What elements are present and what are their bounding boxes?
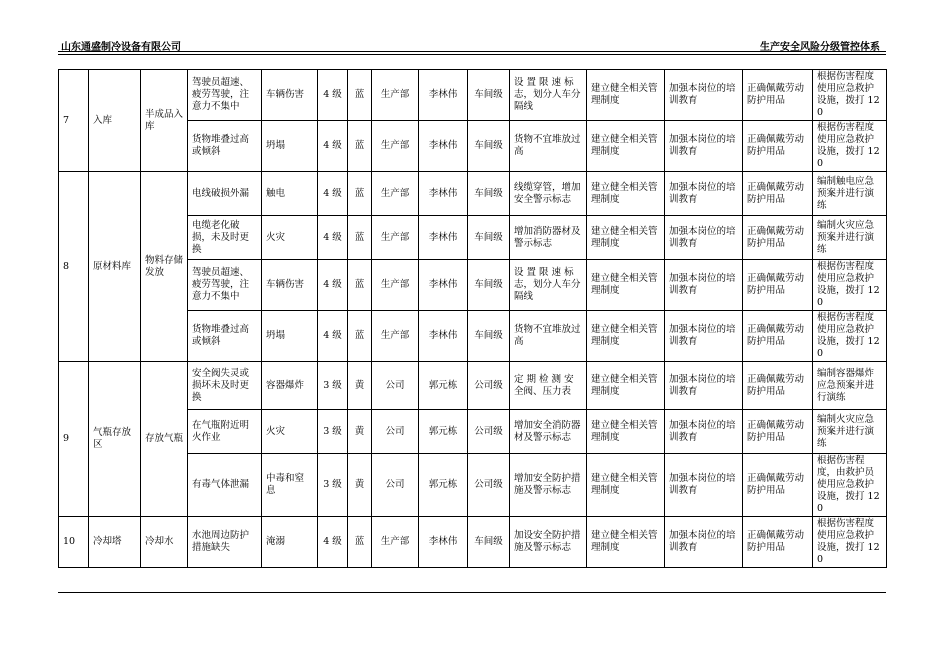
hazard-cell: 电缆老化破损，未及时更换 bbox=[188, 216, 262, 260]
responsible-person-cell: 李林伟 bbox=[419, 172, 468, 216]
training-measure-cell: 加强本岗位的培训教育 bbox=[665, 362, 743, 410]
responsible-person-cell: 郭元栋 bbox=[419, 410, 468, 454]
table-row bbox=[59, 517, 887, 568]
management-measure-cell: 建立健全相关管理制度 bbox=[587, 70, 665, 121]
engineering-measure-cell: 货物不宜堆放过高 bbox=[510, 121, 587, 172]
control-unit-cell: 公司 bbox=[372, 362, 419, 410]
row-number-cell: 8 bbox=[59, 172, 89, 362]
management-measure-cell: 建立健全相关管理制度 bbox=[587, 454, 665, 517]
control-grade-cell: 公司级 bbox=[468, 362, 510, 410]
engineering-measure-cell: 线缆穿管，增加安全警示标志 bbox=[510, 172, 587, 216]
risk-level-cell: 4 级 bbox=[318, 172, 348, 216]
activity-cell: 冷却水 bbox=[141, 517, 188, 568]
ppe-measure-cell: 正确佩戴劳动防护用品 bbox=[743, 70, 813, 121]
management-measure-cell: 建立健全相关管理制度 bbox=[587, 172, 665, 216]
management-measure-cell: 建立健全相关管理制度 bbox=[587, 216, 665, 260]
emergency-measure-cell: 编制触电应急预案并进行演练 bbox=[813, 172, 887, 216]
area-cell: 入库 bbox=[89, 70, 141, 172]
management-measure-cell: 建立健全相关管理制度 bbox=[587, 260, 665, 311]
table-row bbox=[59, 362, 887, 410]
engineering-measure-cell: 增加安全消防器材及警示标志 bbox=[510, 410, 587, 454]
emergency-measure-cell: 根据伤害程度使用应急救护设施，拨打 120 bbox=[813, 517, 887, 568]
control-grade-cell: 车间级 bbox=[468, 311, 510, 362]
row-number-cell: 7 bbox=[59, 70, 89, 172]
hazard-cell: 货物堆叠过高或倾斜 bbox=[188, 311, 262, 362]
risk-level-cell: 3 级 bbox=[318, 454, 348, 517]
emergency-measure-cell: 根据伤害程度使用应急救护设施，拨打 120 bbox=[813, 70, 887, 121]
control-unit-cell: 公司 bbox=[372, 410, 419, 454]
footer-divider bbox=[58, 592, 886, 593]
risk-color-cell: 蓝 bbox=[348, 216, 372, 260]
control-grade-cell: 车间级 bbox=[468, 121, 510, 172]
engineering-measure-cell: 加设安全防护措施及警示标志 bbox=[510, 517, 587, 568]
emergency-measure-cell: 编制容器爆炸应急预案并进行演练 bbox=[813, 362, 887, 410]
engineering-measure-cell: 货物不宜堆放过高 bbox=[510, 311, 587, 362]
risk-color-cell: 蓝 bbox=[348, 70, 372, 121]
accident-type-cell: 车辆伤害 bbox=[262, 260, 318, 311]
control-unit-cell: 生产部 bbox=[372, 70, 419, 121]
risk-level-cell: 3 级 bbox=[318, 362, 348, 410]
risk-color-cell: 黄 bbox=[348, 454, 372, 517]
responsible-person-cell: 郭元栋 bbox=[419, 362, 468, 410]
control-unit-cell: 生产部 bbox=[372, 517, 419, 568]
responsible-person-cell: 李林伟 bbox=[419, 121, 468, 172]
accident-type-cell: 火灾 bbox=[262, 216, 318, 260]
emergency-measure-cell: 编制火灾应急预案并进行演练 bbox=[813, 410, 887, 454]
emergency-measure-cell: 编制火灾应急预案并进行演练 bbox=[813, 216, 887, 260]
accident-type-cell: 火灾 bbox=[262, 410, 318, 454]
training-measure-cell: 加强本岗位的培训教育 bbox=[665, 70, 743, 121]
control-grade-cell: 车间级 bbox=[468, 216, 510, 260]
risk-color-cell: 黄 bbox=[348, 410, 372, 454]
activity-cell: 物料存储发放 bbox=[141, 172, 188, 362]
management-measure-cell: 建立健全相关管理制度 bbox=[587, 362, 665, 410]
accident-type-cell: 淹溺 bbox=[262, 517, 318, 568]
hazard-cell: 驾驶员超速、疲劳驾驶，注意力不集中 bbox=[188, 260, 262, 311]
risk-color-cell: 黄 bbox=[348, 362, 372, 410]
management-measure-cell: 建立健全相关管理制度 bbox=[587, 311, 665, 362]
emergency-measure-cell: 根据伤害程度使用应急救护设施，拨打 120 bbox=[813, 311, 887, 362]
accident-type-cell: 中毒和窒息 bbox=[262, 454, 318, 517]
ppe-measure-cell: 正确佩戴劳动防护用品 bbox=[743, 172, 813, 216]
risk-level-cell: 4 级 bbox=[318, 517, 348, 568]
responsible-person-cell: 李林伟 bbox=[419, 260, 468, 311]
ppe-measure-cell: 正确佩戴劳动防护用品 bbox=[743, 260, 813, 311]
risk-control-table bbox=[58, 69, 887, 568]
hazard-cell: 安全阀失灵或损坏未及时更换 bbox=[188, 362, 262, 410]
training-measure-cell: 加强本岗位的培训教育 bbox=[665, 410, 743, 454]
hazard-cell: 水池周边防护措施缺失 bbox=[188, 517, 262, 568]
hazard-cell: 货物堆叠过高或倾斜 bbox=[188, 121, 262, 172]
ppe-measure-cell: 正确佩戴劳动防护用品 bbox=[743, 121, 813, 172]
activity-cell: 半成品入库 bbox=[141, 70, 188, 172]
accident-type-cell: 坍塌 bbox=[262, 311, 318, 362]
ppe-measure-cell: 正确佩戴劳动防护用品 bbox=[743, 311, 813, 362]
training-measure-cell: 加强本岗位的培训教育 bbox=[665, 311, 743, 362]
responsible-person-cell: 李林伟 bbox=[419, 70, 468, 121]
training-measure-cell: 加强本岗位的培训教育 bbox=[665, 216, 743, 260]
control-grade-cell: 车间级 bbox=[468, 260, 510, 311]
hazard-cell: 在气瓶附近明火作业 bbox=[188, 410, 262, 454]
accident-type-cell: 容器爆炸 bbox=[262, 362, 318, 410]
table-row bbox=[59, 70, 887, 121]
risk-color-cell: 蓝 bbox=[348, 260, 372, 311]
area-cell: 冷却塔 bbox=[89, 517, 141, 568]
engineering-measure-cell: 定 期 检 测 安 全阀、压力表 bbox=[510, 362, 587, 410]
hazard-cell: 有毒气体泄漏 bbox=[188, 454, 262, 517]
risk-level-cell: 4 级 bbox=[318, 260, 348, 311]
risk-color-cell: 蓝 bbox=[348, 311, 372, 362]
responsible-person-cell: 李林伟 bbox=[419, 216, 468, 260]
risk-table-body bbox=[59, 70, 887, 568]
control-unit-cell: 公司 bbox=[372, 454, 419, 517]
company-name: 山东通盛制冷设备有限公司 bbox=[61, 42, 181, 53]
ppe-measure-cell: 正确佩戴劳动防护用品 bbox=[743, 362, 813, 410]
control-unit-cell: 生产部 bbox=[372, 311, 419, 362]
training-measure-cell: 加强本岗位的培训教育 bbox=[665, 517, 743, 568]
training-measure-cell: 加强本岗位的培训教育 bbox=[665, 260, 743, 311]
ppe-measure-cell: 正确佩戴劳动防护用品 bbox=[743, 216, 813, 260]
risk-color-cell: 蓝 bbox=[348, 517, 372, 568]
accident-type-cell: 坍塌 bbox=[262, 121, 318, 172]
control-unit-cell: 生产部 bbox=[372, 260, 419, 311]
control-unit-cell: 生产部 bbox=[372, 121, 419, 172]
risk-color-cell: 蓝 bbox=[348, 172, 372, 216]
responsible-person-cell: 李林伟 bbox=[419, 517, 468, 568]
ppe-measure-cell: 正确佩戴劳动防护用品 bbox=[743, 410, 813, 454]
row-number-cell: 10 bbox=[59, 517, 89, 568]
management-measure-cell: 建立健全相关管理制度 bbox=[587, 410, 665, 454]
risk-level-cell: 4 级 bbox=[318, 311, 348, 362]
risk-level-cell: 4 级 bbox=[318, 121, 348, 172]
risk-level-cell: 4 级 bbox=[318, 216, 348, 260]
control-unit-cell: 生产部 bbox=[372, 216, 419, 260]
training-measure-cell: 加强本岗位的培训教育 bbox=[665, 121, 743, 172]
engineering-measure-cell: 增加安全防护措施及警示标志 bbox=[510, 454, 587, 517]
control-grade-cell: 公司级 bbox=[468, 454, 510, 517]
engineering-measure-cell: 增加消防器材及警示标志 bbox=[510, 216, 587, 260]
risk-level-cell: 3 级 bbox=[318, 410, 348, 454]
management-measure-cell: 建立健全相关管理制度 bbox=[587, 517, 665, 568]
control-grade-cell: 车间级 bbox=[468, 172, 510, 216]
row-number-cell: 9 bbox=[59, 362, 89, 517]
risk-color-cell: 蓝 bbox=[348, 121, 372, 172]
management-measure-cell: 建立健全相关管理制度 bbox=[587, 121, 665, 172]
control-grade-cell: 公司级 bbox=[468, 410, 510, 454]
area-cell: 气瓶存放区 bbox=[89, 362, 141, 517]
responsible-person-cell: 李林伟 bbox=[419, 311, 468, 362]
training-measure-cell: 加强本岗位的培训教育 bbox=[665, 454, 743, 517]
emergency-measure-cell: 根据伤害程度，由救护员使用应急救护设施，拨打 120 bbox=[813, 454, 887, 517]
control-grade-cell: 车间级 bbox=[468, 517, 510, 568]
table-row bbox=[59, 172, 887, 216]
header-divider-double bbox=[58, 54, 886, 55]
engineering-measure-cell: 设 置 限 速 标志，划分人车分隔线 bbox=[510, 70, 587, 121]
ppe-measure-cell: 正确佩戴劳动防护用品 bbox=[743, 454, 813, 517]
responsible-person-cell: 郭元栋 bbox=[419, 454, 468, 517]
risk-level-cell: 4 级 bbox=[318, 70, 348, 121]
control-unit-cell: 生产部 bbox=[372, 172, 419, 216]
header-divider bbox=[58, 51, 886, 52]
ppe-measure-cell: 正确佩戴劳动防护用品 bbox=[743, 517, 813, 568]
area-cell: 原材料库 bbox=[89, 172, 141, 362]
accident-type-cell: 触电 bbox=[262, 172, 318, 216]
emergency-measure-cell: 根据伤害程度使用应急救护设施，拨打 120 bbox=[813, 260, 887, 311]
training-measure-cell: 加强本岗位的培训教育 bbox=[665, 172, 743, 216]
accident-type-cell: 车辆伤害 bbox=[262, 70, 318, 121]
activity-cell: 存放气瓶 bbox=[141, 362, 188, 517]
control-grade-cell: 车间级 bbox=[468, 70, 510, 121]
hazard-cell: 电线破损外漏 bbox=[188, 172, 262, 216]
document-title: 生产安全风险分级管控体系 bbox=[760, 42, 880, 53]
emergency-measure-cell: 根据伤害程度使用应急救护设施，拨打 120 bbox=[813, 121, 887, 172]
engineering-measure-cell: 设 置 限 速 标志，划分人车分隔线 bbox=[510, 260, 587, 311]
hazard-cell: 驾驶员超速、疲劳驾驶，注意力不集中 bbox=[188, 70, 262, 121]
